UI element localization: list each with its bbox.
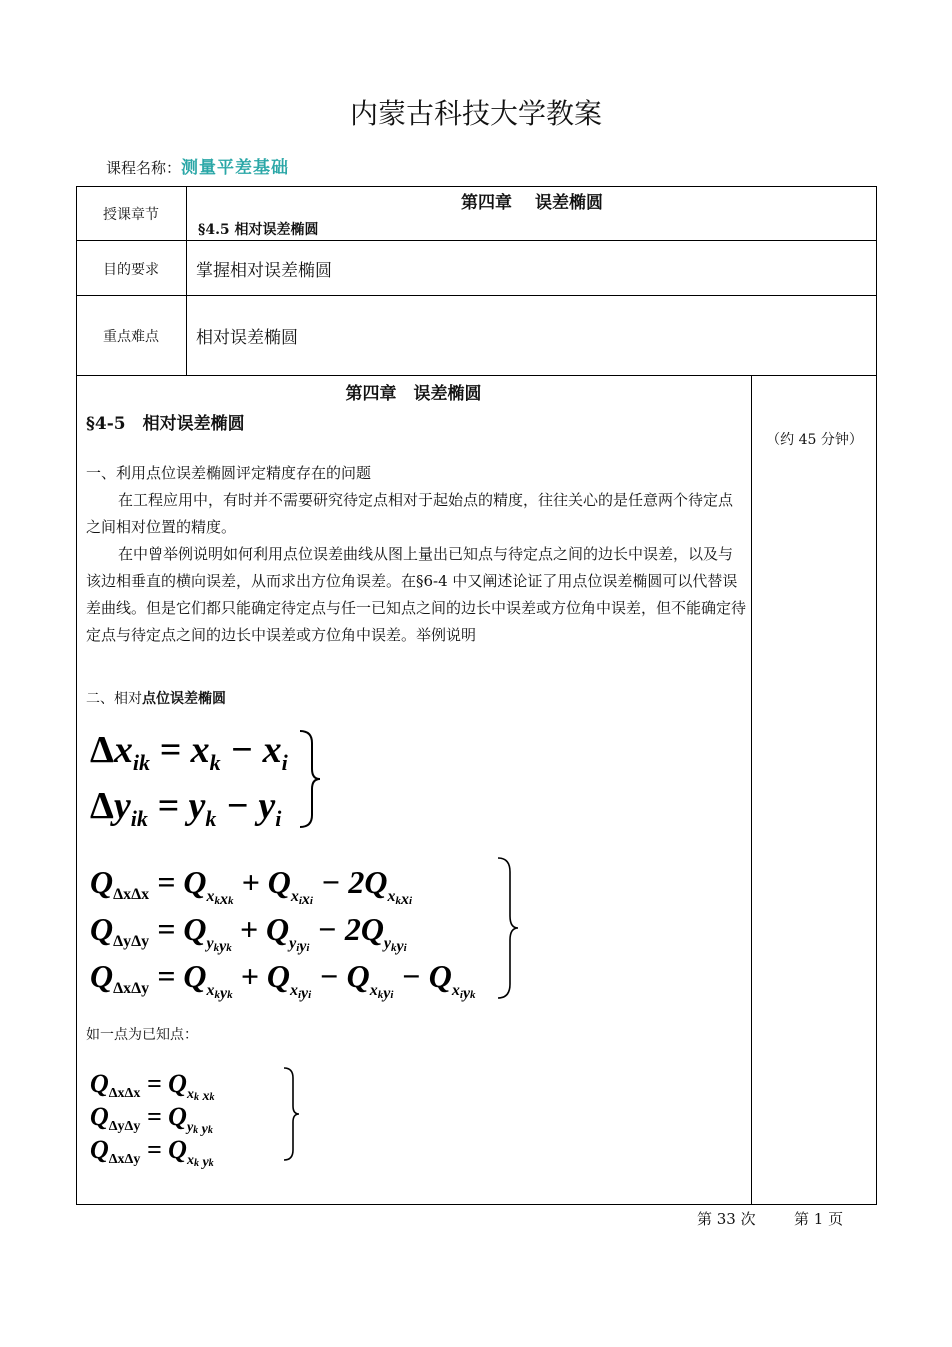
chapter-title: 第四章 误差椭圆: [461, 193, 603, 213]
known-point-note: 如一点为已知点：: [86, 1027, 198, 1043]
focus-label: 重点难点: [103, 329, 159, 345]
document-title: 内蒙古科技大学教案: [349, 97, 602, 130]
svg-text:QΔxΔx = Qxkxk + Qxixi − 2Qxkxi: $Q\Delta x\Delta x = Q_{xkxk} + Q_{xixi} - 2Q_{xkxi}$: [90, 864, 413, 908]
paragraph-one: 在工程应用中，有时并不需要研究待定点相对于起始点的精度，往往关心的是任意两个待定点之间相对位置的精度。: [86, 491, 734, 536]
row-divider: [76, 295, 877, 296]
page-number: 第 1 页: [794, 1210, 844, 1228]
svg-text:QΔxΔy = Qxkyk + Qxiyi − Qxkyi: $Q\Delta x\Delta y = Q_{xkyk} + Q_{xiyi} - Q_{xkyi} - Q_{xiyk}$: [90, 958, 476, 1002]
goal-label: 目的要求: [103, 262, 159, 278]
chapter-section: §4.5 相对误差椭圆: [198, 222, 319, 238]
column-divider: [751, 375, 752, 1205]
svg-text:Δyik = yk − yi: $\Delta y_{ik} = y_k - y_i$: [90, 785, 282, 831]
course-name: 测量平差基础: [181, 158, 290, 178]
lesson-count: 第 33 次: [697, 1210, 756, 1228]
goal-value: 掌握相对误差椭圆: [196, 261, 332, 281]
main-section-title: §4-5 相对误差椭圆: [86, 414, 245, 434]
course-label: 课程名称：: [106, 159, 182, 177]
course-line: [106, 153, 289, 178]
svg-text:QΔxΔy = Qxk yk: $Q\Delta x\Delta y = Q_{xk yk}$: [90, 1135, 214, 1170]
duration-note: （约 45 分钟）: [766, 432, 863, 448]
svg-text:QΔyΔy = Qyk yk: $Q\Delta y\Delta y = Q_{yk yk}$: [90, 1102, 213, 1137]
chapter-label: 授课章节: [103, 207, 159, 223]
svg-text:Δxik = xk − xi: $\Delta x_{ik} = x_k - x_i$: [90, 729, 288, 775]
paragraph-two: 在中曾举例说明如何利用点位误差曲线从图上量出已知点与待定点之间的边长中误差，以及与该边相垂直的横向误差，从而求出方位角误差。在§6-4 中又阐述论证了用点位误差椭圆可以代替误差曲线。但是它们都只能确定待定点与任一已知点之间的边长中误差或方位角中误差，但不能确定待定点与待定点之间的边长中误差或方位角中误差。举例说明: [86, 545, 747, 644]
heading-two: [86, 686, 746, 713]
svg-text:QΔxΔx = Qxk xk: $Q\Delta x\Delta x = Q_{xk xk}$: [90, 1069, 215, 1104]
focus-value: 相对误差椭圆: [196, 328, 298, 348]
heading-two-prefix: 二、相对: [86, 691, 142, 707]
main-chapter-title: 第四章 误差椭圆: [345, 384, 482, 404]
heading-one: 一、利用点位误差椭圆评定精度存在的问题: [86, 464, 372, 482]
svg-text:QΔyΔy = Qykyk + Qyiyi − 2Qykyi: $Q\Delta y\Delta y = Q_{ykyk} + Q_{yiyi} - 2Q_{ykyi}$: [90, 911, 407, 955]
row-divider: [76, 240, 877, 241]
column-divider: [186, 186, 187, 375]
row-divider: [76, 375, 877, 376]
heading-two-bold: 点位误差椭圆: [142, 691, 226, 707]
